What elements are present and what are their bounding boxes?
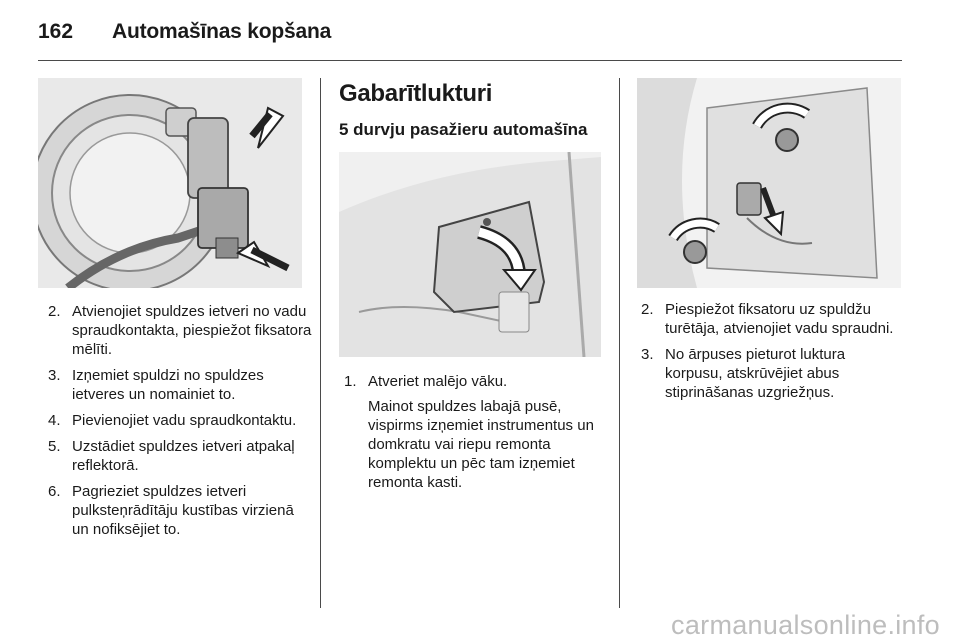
list-item: 2. Piespiežot fiksatoru uz spuldžu turētāja, atvienojiet vadu spraudni.	[641, 301, 894, 337]
list-item: 6. Pagrieziet spuldzes ietveri pulksteņrādītāju kustības virzienā un nofiksējiet to.	[48, 483, 294, 538]
headlamp-bulb-holder-illustration	[38, 78, 302, 288]
column-divider-left	[320, 78, 321, 608]
list-item: 2. Atvienojiet spuldzes ietveri no vadu spraudkontakta, piespiežot fiksatora mēlīti.	[48, 303, 312, 358]
section-title: Gabarītlukturi	[339, 80, 493, 107]
chapter-title: Automašīnas kopšana	[112, 20, 332, 43]
watermark: carmanualsonline.info	[671, 610, 940, 640]
right-steps-list	[641, 300, 903, 409]
subsection-title: 5 durvju pasažieru automašīna	[339, 120, 588, 139]
tail-lamp-icon	[637, 78, 901, 288]
page-header	[38, 20, 331, 50]
list-item: 3. Izņemiet spuldzi no spuldzes ietveres un nomainiet to.	[48, 367, 264, 403]
step-note: Mainot spuldzes labajā pusē, vispirms izņemiet instrumentus un domkratu vai riepu remonta komplektu un pēc tam izņemiet remonta kasti.	[368, 398, 594, 491]
header-divider	[38, 60, 902, 61]
list-item: 4. Pievienojiet vadu spraudkontaktu.	[48, 412, 297, 429]
list-item: 5. Uzstādiet spuldzes ietveri atpakaļ reflektorā.	[48, 438, 295, 474]
list-item: 3. No ārpuses pieturot luktura korpusu, atskrūvējiet abus stiprināšanas uzgriežņus.	[641, 346, 846, 401]
left-steps-list	[48, 302, 314, 546]
tail-lamp-nuts-illustration	[637, 78, 901, 288]
trunk-side-cover-illustration	[339, 152, 601, 357]
column-divider-right	[619, 78, 620, 608]
list-item: 1. Atveriet malējo vāku. Mainot spuldzes labajā pusē, vispirms izņemiet instrumentus un domkratu vai riepu remonta komplektu un pēc tam izņemiet remonta kasti.	[344, 372, 606, 492]
trunk-cover-icon	[339, 152, 601, 357]
page-number: 162	[38, 20, 74, 43]
middle-steps-list	[344, 372, 606, 499]
headlamp-bulb-holder-icon	[38, 78, 302, 288]
